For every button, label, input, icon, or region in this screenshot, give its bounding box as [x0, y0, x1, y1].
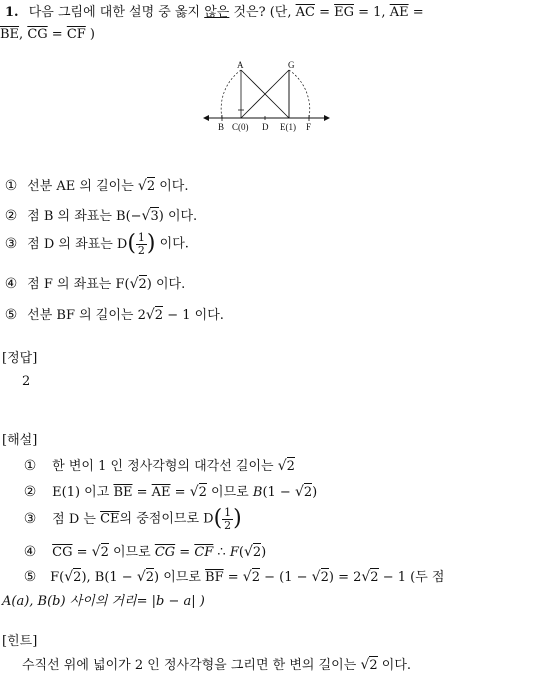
choice-marker: ③: [4, 235, 18, 252]
hint-sentence-end: 이다.: [377, 658, 412, 673]
segment-cg: $\overline{CG}$: [52, 545, 73, 560]
answer-value: 2: [22, 374, 31, 389]
question-stem: 다음 그림에 대한 설명 중 옳지: [28, 5, 205, 20]
sqrt-expression: √2: [277, 458, 295, 474]
equals-one: = 1,: [353, 5, 390, 20]
hint-heading: [힌트]: [2, 634, 38, 649]
explanation-marker: ⑤: [23, 569, 37, 585]
choice-text: 점 B 의 좌표는 B(−: [27, 209, 142, 224]
sqrt-expression: √2: [242, 569, 260, 585]
sqrt-expression: √2: [91, 544, 109, 560]
segment-be: $\overline{BE}$: [0, 27, 20, 42]
segment-cg: $\overline{CG}$: [27, 27, 48, 42]
explanation-text: 점 D 는: [52, 511, 101, 527]
condition-close: ): [85, 27, 96, 42]
question-number: 1.: [5, 5, 19, 20]
axis-arrow-right: [324, 115, 330, 121]
choice-text: 점 F 의 좌표는 F(: [27, 277, 130, 292]
label-e: E(1): [280, 122, 296, 132]
sqrt-expression: √2: [311, 569, 329, 585]
choice-marker: ②: [4, 208, 18, 224]
segment-eg: $\overline{EG}$: [334, 5, 354, 20]
choice-2[interactable]: [3, 209, 197, 223]
explanation-line-2: ② E(1) 이고 $\overline{BE} = \overline{AE} = √2$ 이므로 B(1 − √2): [23, 484, 318, 500]
equals: =: [314, 5, 335, 20]
choice-text-end: 이다.: [155, 236, 189, 252]
sqrt-expression: √2: [64, 569, 82, 585]
sqrt-expression: √2: [243, 544, 262, 560]
hint-sentence: 수직선 위에 넓이가 2 인 정사각형을 그리면 한 변의 길이는: [22, 658, 361, 673]
explanation-line-6: A(a), B(b) 사이의 거리= |b − a| ): [2, 594, 205, 609]
question-line-2: [0, 28, 95, 41]
number-line-figure: [200, 58, 335, 138]
explanation-line-5: ⑤ F(√2), B(1 − √2) 이므로 $\overline{BF} = √2 - (1 - √2) = 2√2 - 1$ (두 점: [23, 569, 445, 585]
choice-text-end: − 1 이다.: [163, 308, 224, 323]
segment-cf: $\overline{CF}$: [66, 27, 86, 42]
segment-ae: $\overline{AE}$: [151, 485, 171, 500]
arc-left: [221, 70, 241, 118]
segment-ae: $\overline{AE}$: [389, 5, 409, 20]
answer-heading: [정답]: [2, 351, 38, 366]
choice-marker: ④: [4, 276, 18, 292]
segment-cf-italic: $\overline{CF}$: [194, 545, 214, 560]
segment-be: $\overline{BE}$: [113, 485, 133, 500]
choice-3[interactable]: ③ 점 D 의 좌표는 D( $\frac{1}{2}$ ) 이다.: [4, 231, 189, 257]
explanation-marker: ②: [23, 484, 37, 500]
question-line-1: [5, 6, 424, 19]
segment-ac: $\overline{AC}$: [295, 5, 315, 20]
sqrt-expression: √2: [360, 657, 378, 673]
equals: =: [47, 27, 67, 42]
label-a: A: [237, 60, 244, 70]
choice-text-end: ) 이다.: [158, 209, 198, 224]
label-b: B: [218, 122, 225, 132]
question-condition-open: 것은? (단,: [229, 5, 296, 20]
arc-right: [289, 70, 310, 118]
explanation-line-1: [22, 459, 295, 473]
comma: ,: [19, 27, 28, 42]
label-c: C(0): [232, 122, 249, 132]
explanation-marker: ④: [23, 544, 37, 560]
sqrt-expression: √2: [129, 276, 147, 292]
hint-text: [22, 658, 411, 672]
sqrt-expression: √2: [189, 484, 207, 500]
explanation-heading: [해설]: [2, 433, 38, 448]
segment-ce: $\overline{CE}$: [100, 511, 120, 527]
sqrt-expression: √2: [361, 569, 379, 585]
choice-1[interactable]: [3, 179, 189, 193]
explanation-marker: ①: [23, 458, 37, 474]
segment-bf: $\overline{BF}$: [205, 570, 224, 585]
choice-marker: ①: [4, 178, 18, 194]
axis-arrow-left: [203, 115, 209, 121]
sqrt-expression: √2: [294, 484, 313, 500]
choice-text: 점 D 의 좌표는 D: [27, 236, 128, 252]
choice-text: 선분 AE 의 길이는: [27, 179, 138, 194]
choice-text-end: 이다.: [155, 179, 189, 194]
choice-marker: ⑤: [4, 307, 18, 323]
fraction: $\frac{1}{2}$: [137, 231, 145, 257]
explanation-line-3: ③ 점 D 는 $\overline{CE}$의 중점이므로 D( $\frac{1}{2}$ ): [23, 506, 242, 532]
label-d: D: [262, 122, 269, 132]
label-g: G: [288, 60, 295, 70]
choice-4[interactable]: [3, 277, 185, 291]
explanation-text: 한 변이 1 인 정사각형의 대각선 길이는: [52, 459, 278, 474]
explanation-text: E(1) 이고: [52, 485, 114, 500]
sqrt-expression: √2: [137, 178, 156, 194]
explanation-line-4: ④ $\overline{CG} = √2$ 이므로 $\overline{CG} = \overline{CF}$ ∴ F(√2): [23, 544, 267, 560]
question-emphasis: 않은: [204, 5, 230, 20]
explanation-marker: ③: [23, 510, 37, 527]
segment-cg-italic: $\overline{CG}$: [154, 545, 176, 560]
fraction: $\frac{1}{2}$: [224, 506, 232, 532]
sqrt-expression: √2: [145, 307, 164, 323]
choice-5[interactable]: [3, 308, 224, 322]
choice-text-end: ) 이다.: [146, 277, 186, 292]
sqrt-expression: √3: [141, 208, 159, 224]
label-f: F: [306, 122, 312, 132]
choice-text: 선분 BF 의 길이는 2: [27, 308, 146, 323]
equals: =: [408, 5, 424, 20]
sqrt-expression: √2: [136, 569, 155, 585]
